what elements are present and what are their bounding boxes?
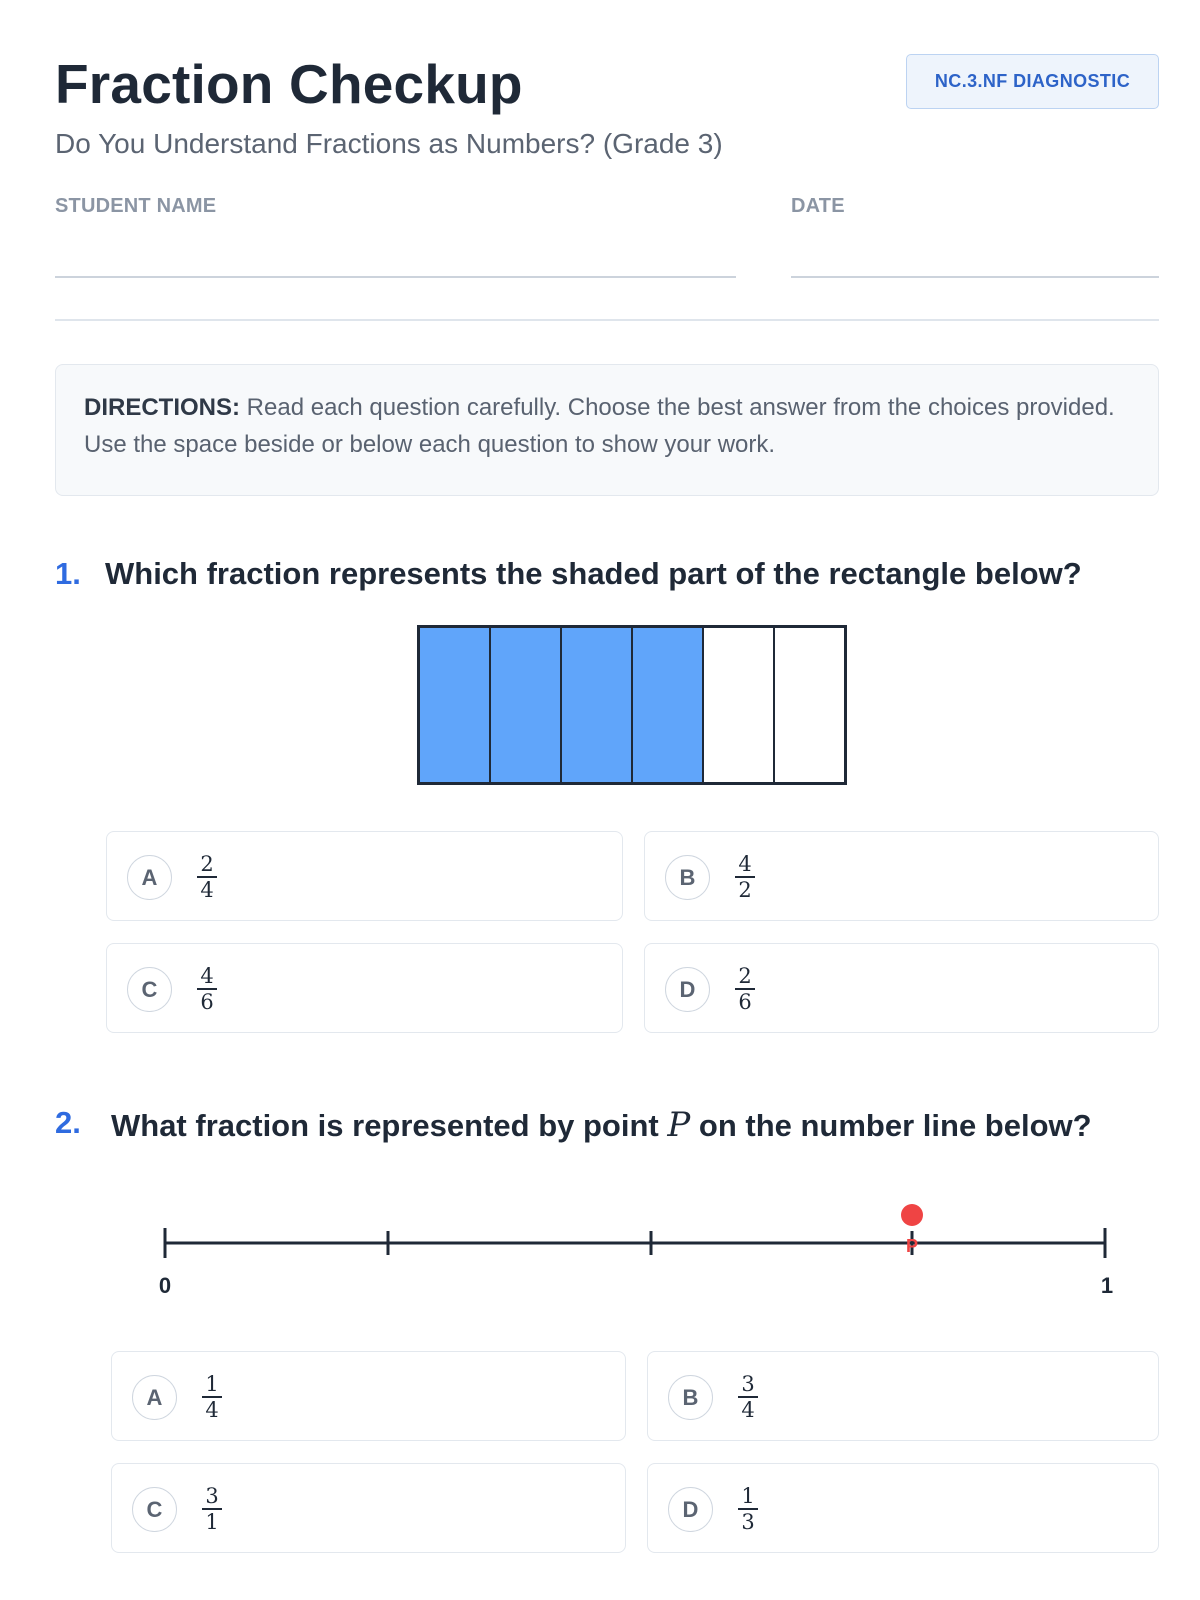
choice-fraction: $\frac{4}{2}$: [735, 853, 755, 901]
directions-box: [55, 364, 1159, 496]
fraction-rectangle-model: [417, 625, 847, 785]
number-line: [0, 1180, 1200, 1300]
shaded-part: [562, 628, 633, 782]
header-divider: [55, 319, 1159, 321]
choice-letter: D: [665, 967, 710, 1012]
choice-fraction: $\frac{2}{6}$: [735, 965, 755, 1013]
point-p-marker: [901, 1204, 923, 1226]
choice-fraction: $\frac{3}{1}$: [202, 1485, 222, 1533]
question-2-number: 2.: [55, 1105, 81, 1140]
page-title: Fraction Checkup: [55, 53, 523, 115]
directions-text: Read each question carefully. Choose the best answer from the choices provided. Use the space beside or below each question to show your work.: [84, 394, 1115, 458]
choice-letter: C: [132, 1487, 177, 1532]
q1-choice-a[interactable]: [106, 831, 623, 921]
unshaded-part: [704, 628, 775, 782]
q1-choice-b[interactable]: [644, 831, 1159, 921]
q2-choice-c[interactable]: [111, 1463, 626, 1553]
choice-fraction: $\frac{2}{4}$: [197, 853, 217, 901]
date-label: DATE: [791, 195, 845, 217]
question-2-text: What fraction is represented by point P on the number line below?: [111, 1105, 1092, 1145]
q2-choice-b[interactable]: [647, 1351, 1159, 1441]
student-name-field[interactable]: [55, 276, 736, 278]
date-field[interactable]: [791, 276, 1159, 278]
choice-fraction: $\frac{4}{6}$: [197, 965, 217, 1013]
page-subtitle: Do You Understand Fractions as Numbers? (Grade 3): [55, 128, 723, 159]
choice-letter: D: [668, 1487, 713, 1532]
choice-fraction: $\frac{1}{4}$: [202, 1373, 222, 1421]
choice-fraction: $\frac{3}{4}$: [738, 1373, 758, 1421]
choice-fraction: $\frac{1}{3}$: [738, 1485, 758, 1533]
student-name-label: STUDENT NAME: [55, 195, 217, 217]
shaded-part: [420, 628, 491, 782]
q1-choice-c[interactable]: [106, 943, 623, 1033]
shaded-part: [491, 628, 562, 782]
unshaded-part: [775, 628, 844, 782]
standard-badge: NC.3.NF DIAGNOSTIC: [906, 54, 1159, 109]
choice-letter: B: [665, 855, 710, 900]
question-1-number: 1.: [55, 556, 81, 591]
choice-letter: A: [132, 1375, 177, 1420]
q2-choice-a[interactable]: [111, 1351, 626, 1441]
q1-choice-d[interactable]: [644, 943, 1159, 1033]
directions-heading: DIRECTIONS:: [84, 394, 240, 421]
choice-letter: A: [127, 855, 172, 900]
variable-p: P: [667, 1105, 691, 1145]
choice-letter: C: [127, 967, 172, 1012]
label-zero: 0: [158, 1273, 172, 1298]
point-p-label: P: [905, 1236, 919, 1256]
shaded-part: [633, 628, 704, 782]
question-1-text: Which fraction represents the shaded part of the rectangle below?: [105, 556, 1082, 591]
label-one: 1: [1100, 1273, 1114, 1298]
q2-choice-d[interactable]: [647, 1463, 1159, 1553]
choice-letter: B: [668, 1375, 713, 1420]
